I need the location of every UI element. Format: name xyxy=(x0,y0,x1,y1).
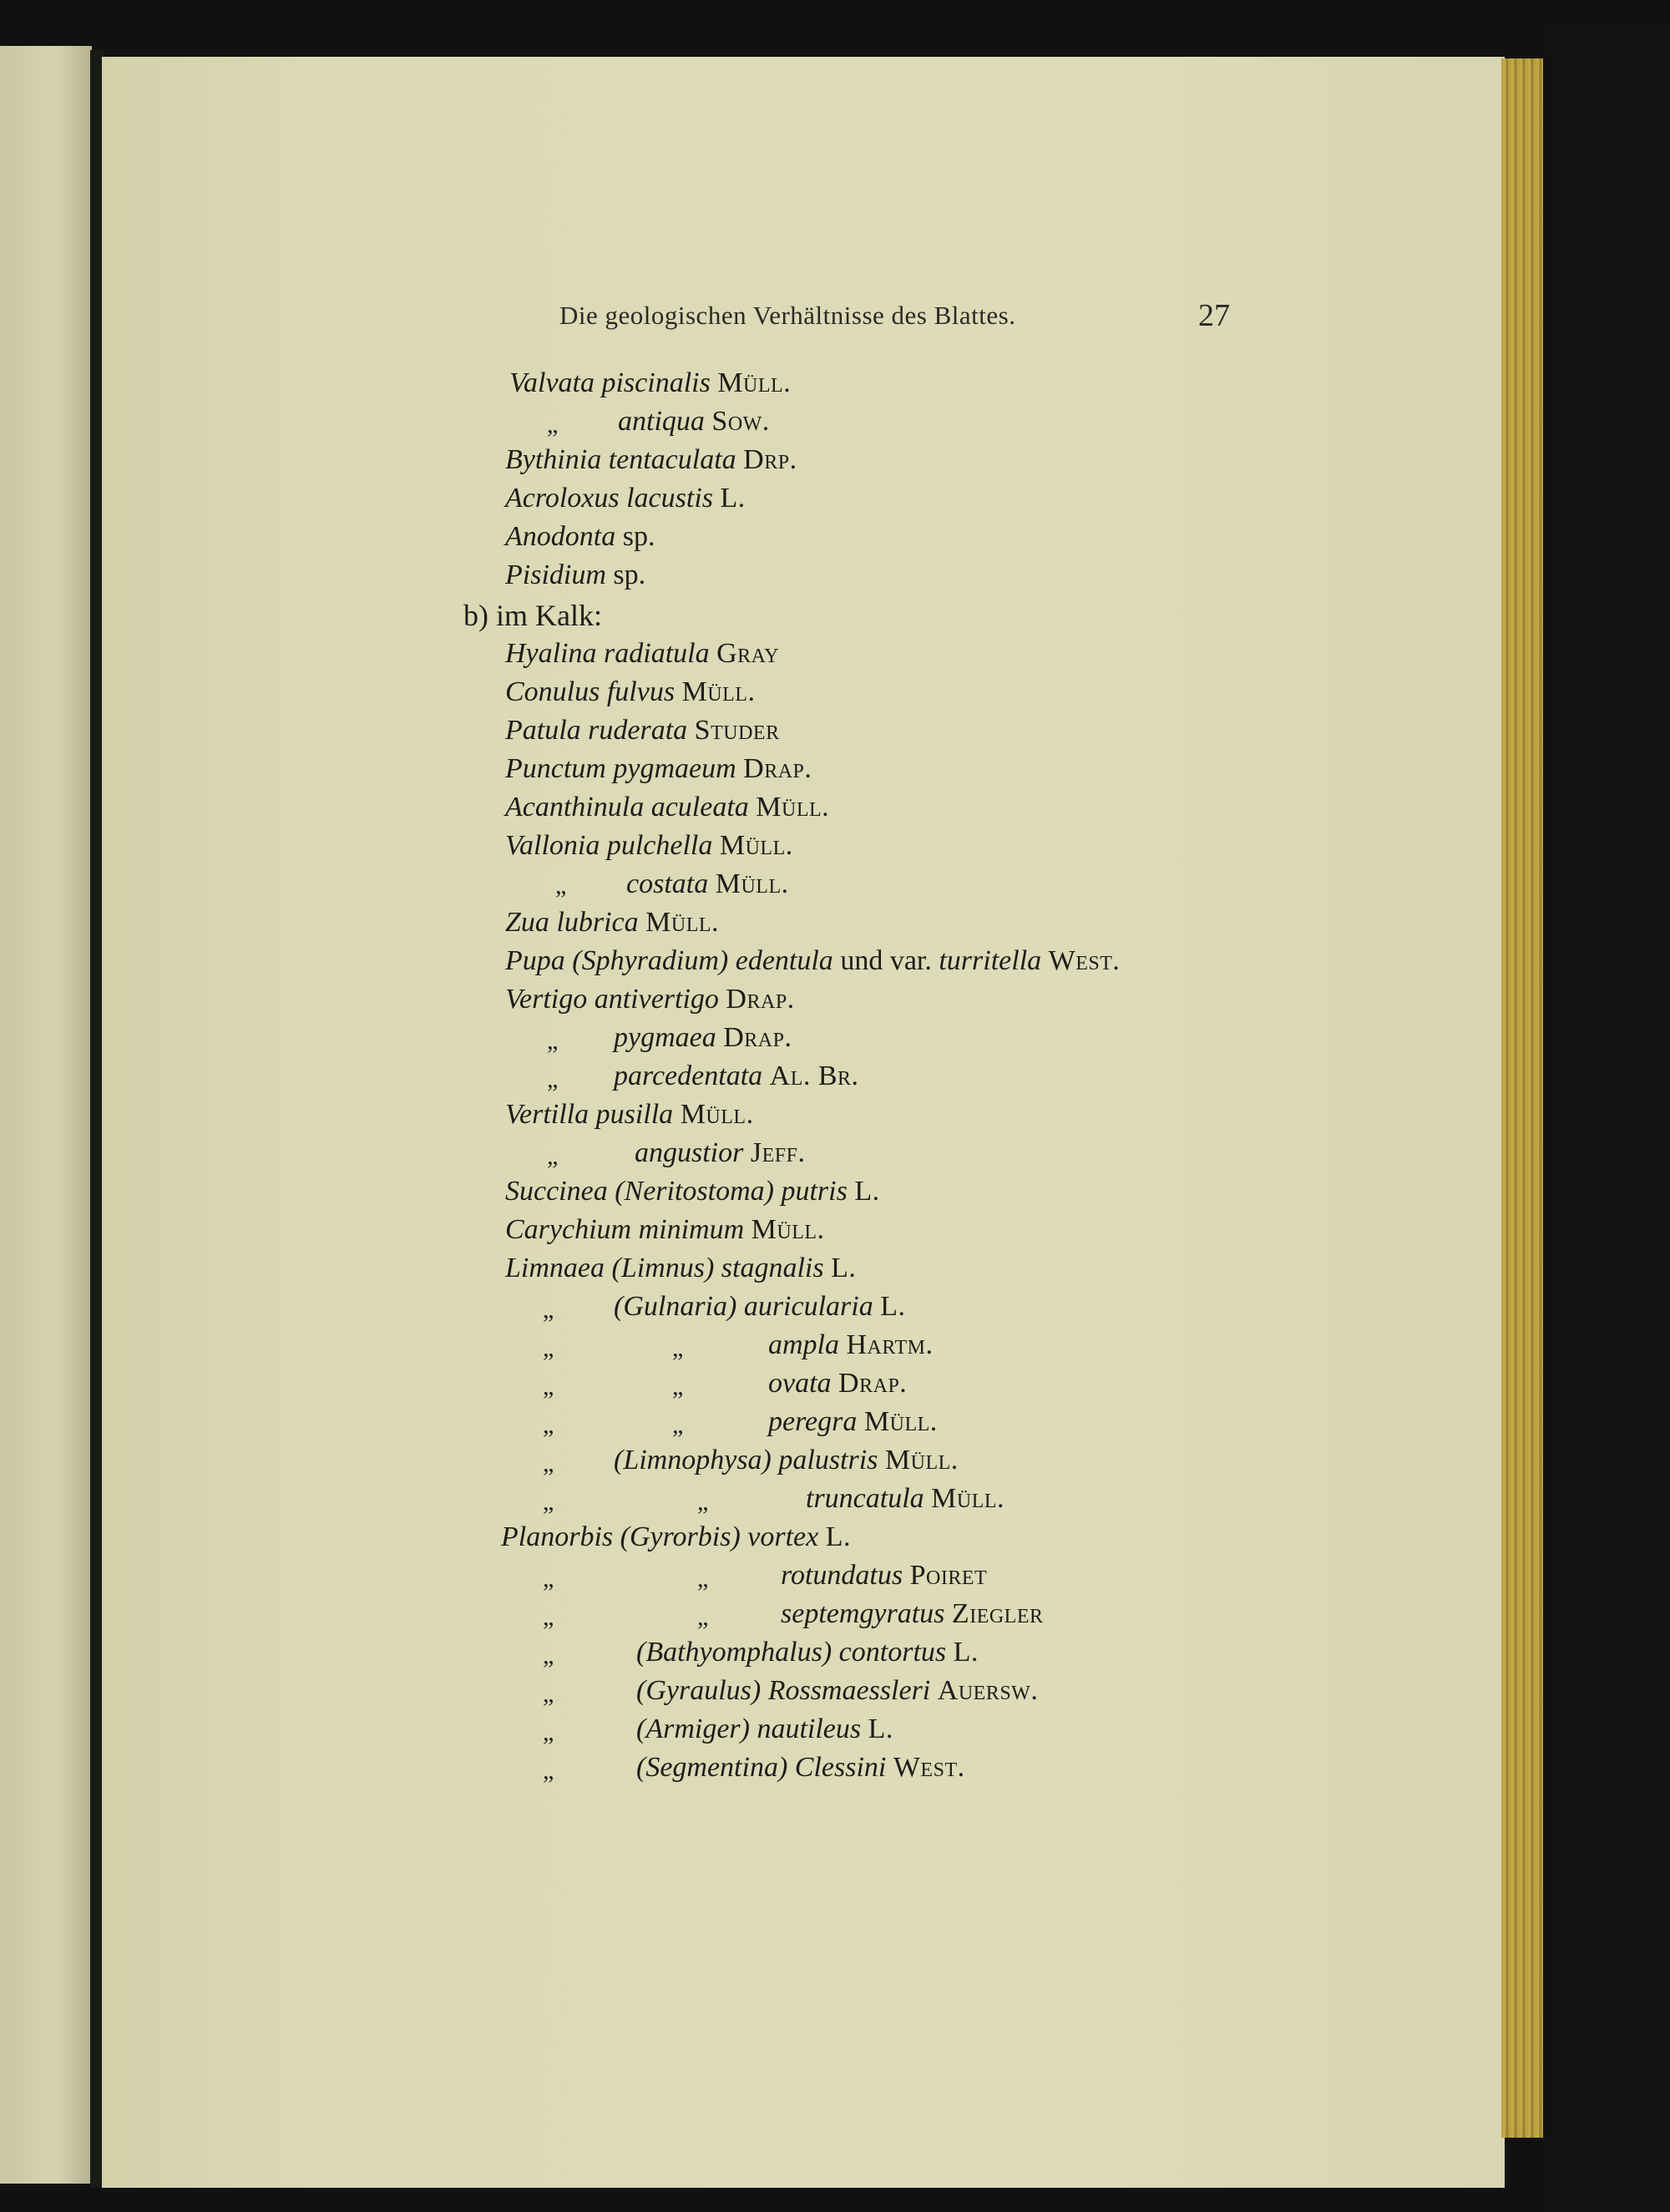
list-item xyxy=(781,1556,987,1595)
list-item xyxy=(614,1019,792,1057)
species-name: Anodonta xyxy=(505,521,616,552)
list-item xyxy=(505,556,645,595)
species-name: ampla xyxy=(768,1329,839,1360)
ditto-mark: „ xyxy=(543,1680,554,1708)
list-item xyxy=(505,1172,880,1211)
species-author: Müll. xyxy=(751,1214,825,1245)
species-name: Pisidium xyxy=(505,559,606,590)
species-name: Bythinia tentaculata xyxy=(505,444,736,475)
species-author: L. xyxy=(953,1637,979,1668)
species-author: L. xyxy=(880,1291,906,1322)
list-item xyxy=(626,865,789,904)
running-title: Die geologischen Verhältnisse des Blattes. xyxy=(559,301,1016,330)
list-item xyxy=(636,1710,893,1749)
species-author: Müll. xyxy=(680,1099,754,1130)
list-item xyxy=(781,1595,1044,1633)
species-note: und var. xyxy=(840,945,932,976)
ditto-mark: „ xyxy=(543,1334,554,1362)
species-name: costata xyxy=(626,868,709,899)
list-item xyxy=(768,1364,907,1403)
species-name: (Bathyomphalus) contortus xyxy=(636,1637,947,1668)
list-item xyxy=(768,1326,933,1364)
species-name: Hyalina radiatula xyxy=(505,638,710,669)
list-item xyxy=(505,635,779,673)
species-name: (Gulnaria) auricularia xyxy=(614,1291,873,1322)
species-author: L. xyxy=(854,1176,880,1207)
ditto-mark: „ xyxy=(543,1718,554,1746)
species-author: L. xyxy=(825,1521,852,1552)
species-name: rotundatus xyxy=(781,1560,903,1591)
ditto-mark: „ xyxy=(547,411,559,438)
list-item xyxy=(505,942,1120,980)
ditto-mark: „ xyxy=(555,872,567,899)
ditto-mark: „ xyxy=(672,1373,684,1400)
list-item xyxy=(505,1249,856,1288)
ditto-mark: „ xyxy=(672,1334,684,1362)
ditto-mark: „ xyxy=(543,1757,554,1784)
species-name: Carychium minimum xyxy=(505,1214,745,1245)
species-name: angustior xyxy=(635,1137,744,1168)
species-author: Drap. xyxy=(723,1022,792,1053)
species-name: Vertigo antivertigo xyxy=(505,984,719,1015)
species-name: Vallonia pulchella xyxy=(505,830,713,861)
species-author: Drap. xyxy=(838,1368,908,1399)
species-author: L. xyxy=(868,1713,893,1744)
species-author: L. xyxy=(831,1253,857,1283)
species-name: truncatula xyxy=(806,1483,924,1514)
species-name: parcedentata xyxy=(614,1060,763,1091)
species-author: sp. xyxy=(622,521,655,552)
species-name: Acroloxus lacustis xyxy=(505,483,713,514)
list-item xyxy=(505,788,829,827)
species-author: Drp. xyxy=(743,444,797,475)
species-author: West. xyxy=(893,1752,965,1783)
list-item xyxy=(614,1057,859,1096)
species-author: Müll. xyxy=(717,367,792,398)
ditto-mark: „ xyxy=(547,1066,559,1093)
species-name: Planorbis (Gyrorbis) vortex xyxy=(501,1521,819,1552)
species-name: Limnaea (Limnus) stagnalis xyxy=(505,1253,824,1283)
list-item xyxy=(501,1518,851,1556)
species-author: Drap. xyxy=(726,984,795,1015)
species-name: (Armiger) nautileus xyxy=(636,1713,862,1744)
variety-name: turritella xyxy=(939,945,1042,976)
ditto-mark: „ xyxy=(543,1450,554,1477)
list-item xyxy=(505,518,655,556)
ditto-mark: „ xyxy=(697,1488,709,1516)
species-author: Müll. xyxy=(681,676,756,707)
ditto-mark: „ xyxy=(543,1296,554,1324)
species-author: Gray xyxy=(716,638,780,669)
species-author: Drap. xyxy=(743,753,812,784)
species-name: Pupa (Sphyradium) edentula xyxy=(505,945,833,976)
species-name: Succinea (Neritostoma) putris xyxy=(505,1176,848,1207)
list-item xyxy=(635,1134,805,1172)
species-author: Müll. xyxy=(863,1406,938,1437)
species-name: peregra xyxy=(768,1406,858,1437)
list-item xyxy=(614,1441,959,1480)
species-author: Studer xyxy=(694,715,780,746)
list-item xyxy=(618,402,770,441)
species-name: Vertilla pusilla xyxy=(505,1099,674,1130)
species-name: Punctum pygmaeum xyxy=(505,753,736,784)
list-item xyxy=(505,711,780,750)
species-name: (Segmentina) Clessini xyxy=(636,1752,887,1783)
species-name: Acanthinula aculeata xyxy=(505,792,749,823)
species-author: Auersw. xyxy=(937,1675,1039,1706)
list-item xyxy=(505,1096,754,1134)
species-name: septemgyratus xyxy=(781,1598,945,1629)
species-author: Ziegler xyxy=(951,1598,1044,1629)
species-author: West. xyxy=(1048,945,1121,976)
list-item xyxy=(505,479,746,518)
ditto-mark: „ xyxy=(543,1411,554,1439)
species-author: Müll. xyxy=(715,868,789,899)
ditto-mark: „ xyxy=(672,1411,684,1439)
species-name: (Limnophysa) palustris xyxy=(614,1445,878,1476)
list-item xyxy=(636,1749,965,1787)
list-item xyxy=(505,980,795,1019)
species-name: Valvata piscinalis xyxy=(509,367,711,398)
list-item xyxy=(636,1672,1038,1710)
page-number: 27 xyxy=(1198,298,1230,333)
species-name: Conulus fulvus xyxy=(505,676,676,707)
species-author: Müll. xyxy=(645,907,720,938)
species-author: Müll. xyxy=(719,830,793,861)
ditto-mark: „ xyxy=(543,1565,554,1592)
species-name: Patula ruderata xyxy=(505,715,688,746)
species-name: antiqua xyxy=(618,406,705,437)
species-name: (Gyraulus) Rossmaessleri xyxy=(636,1675,931,1706)
species-author: Müll. xyxy=(756,792,830,823)
species-name: pygmaea xyxy=(614,1022,716,1053)
list-item xyxy=(636,1633,979,1672)
list-item xyxy=(614,1288,906,1326)
species-author: sp. xyxy=(613,559,646,590)
list-item xyxy=(505,904,719,942)
list-item xyxy=(505,1211,825,1249)
list-item xyxy=(505,673,755,711)
species-author: Al. Br. xyxy=(769,1060,859,1091)
species-name: ovata xyxy=(768,1368,832,1399)
species-author: Sow. xyxy=(711,406,770,437)
ditto-mark: „ xyxy=(543,1642,554,1669)
species-name: Zua lubrica xyxy=(505,907,639,938)
ditto-mark: „ xyxy=(697,1565,709,1592)
ditto-mark: „ xyxy=(547,1027,559,1055)
ditto-mark: „ xyxy=(543,1603,554,1631)
species-author: Jeff. xyxy=(750,1137,806,1168)
list-item xyxy=(505,827,793,865)
ditto-mark: „ xyxy=(697,1603,709,1631)
species-author: Müll. xyxy=(884,1445,959,1476)
species-author: Müll. xyxy=(931,1483,1005,1514)
species-author: Hartm. xyxy=(846,1329,934,1360)
list-item xyxy=(505,750,812,788)
list-item xyxy=(806,1480,1005,1518)
ditto-mark: „ xyxy=(543,1373,554,1400)
section-heading: b) im Kalk: xyxy=(463,599,602,632)
list-item xyxy=(768,1403,938,1441)
ditto-mark: „ xyxy=(543,1488,554,1516)
list-item xyxy=(509,364,791,402)
list-item xyxy=(505,441,797,479)
ditto-mark: „ xyxy=(547,1142,559,1170)
species-author: L. xyxy=(720,483,746,514)
species-author: Poiret xyxy=(909,1560,988,1591)
